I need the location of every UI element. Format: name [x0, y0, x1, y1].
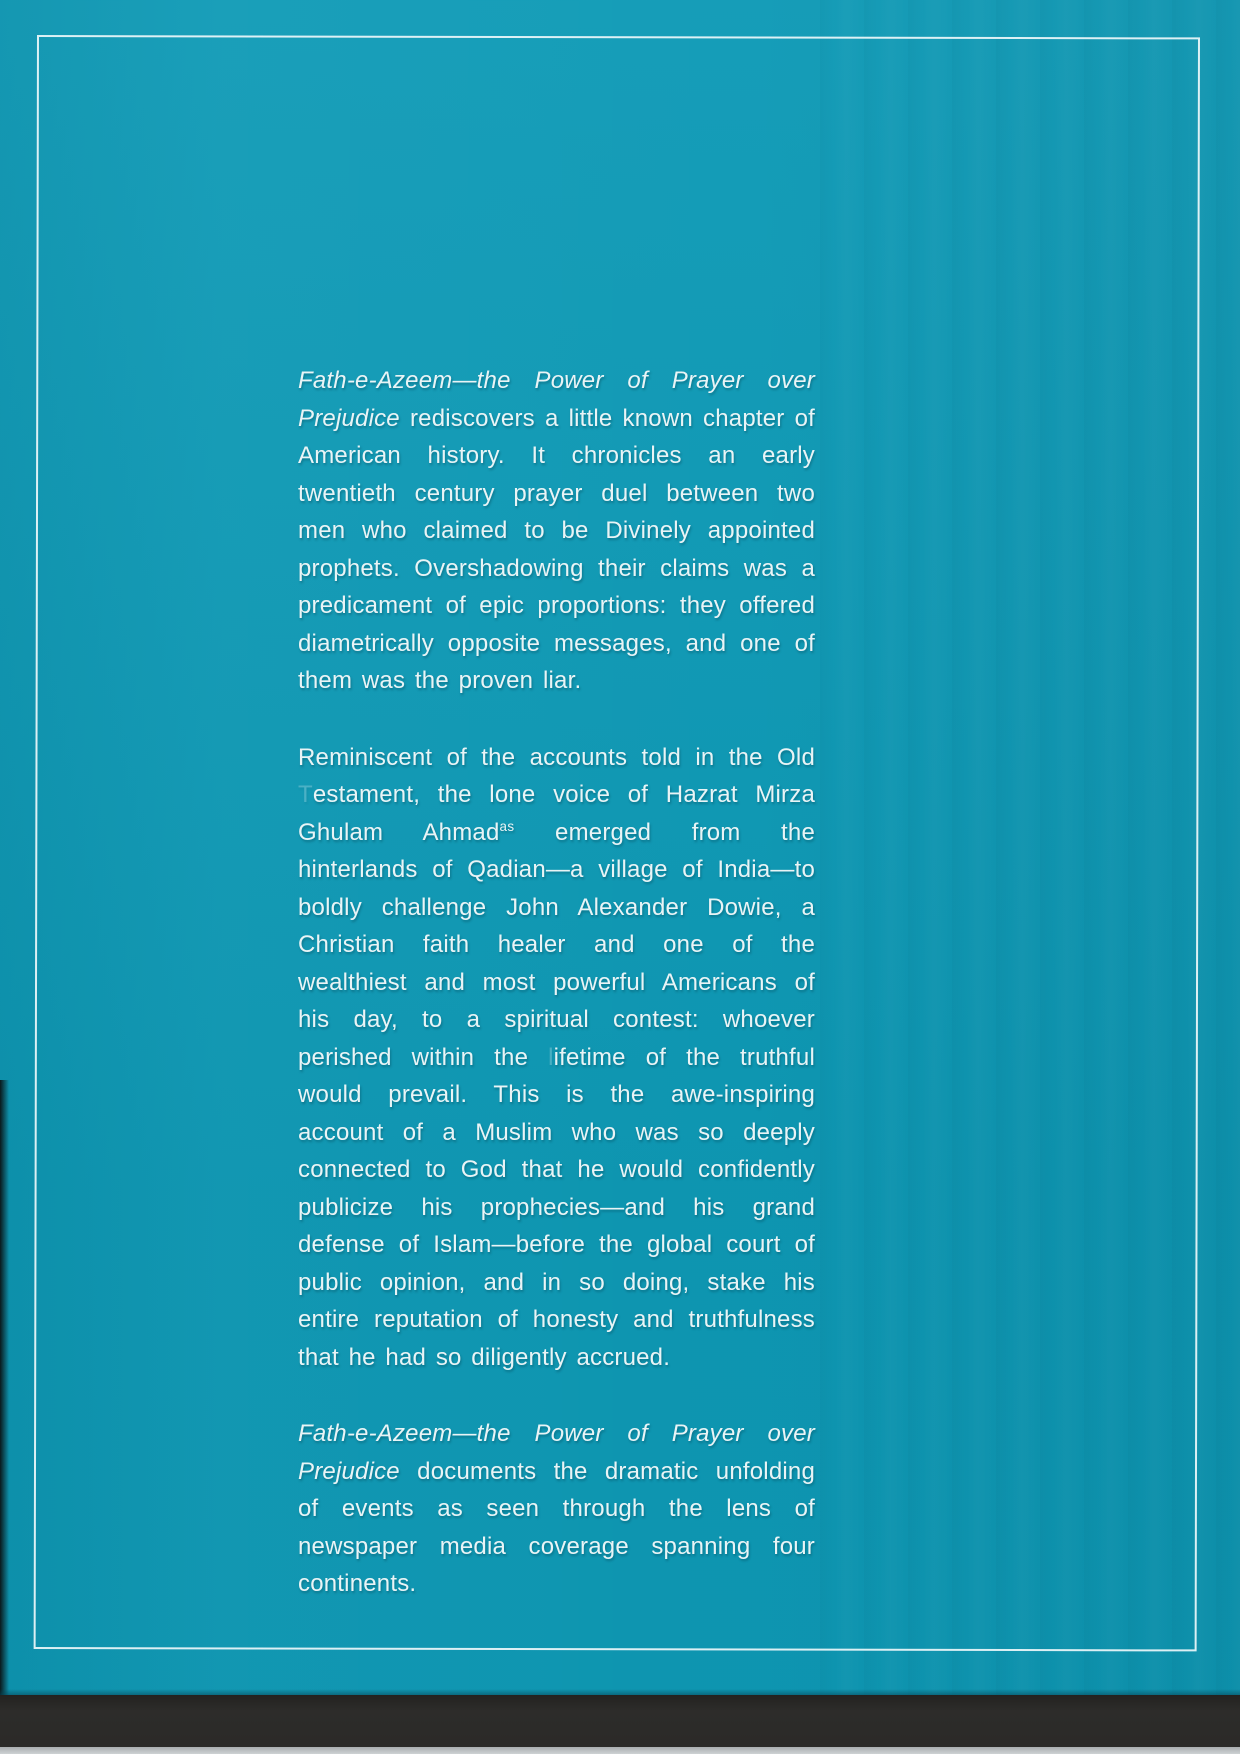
- blurb-segment-sup: as: [499, 818, 515, 834]
- blurb-paragraph: [298, 1415, 815, 1603]
- blurb-text-block: [298, 362, 815, 1642]
- book-bottom-edge: [0, 1695, 1240, 1747]
- blurb-segment-faded: l: [548, 1043, 554, 1071]
- blurb-paragraph: [298, 739, 815, 1377]
- page-left-edge-shadow: [0, 1080, 9, 1754]
- blurb-segment-faded: T: [298, 781, 313, 808]
- scanner-background-strip: [0, 1747, 1240, 1754]
- blurb-segment-normal: ifetime of the truthful would prevail. This is the awe-inspiring account of a Muslim who was so deeply connected to God that he would confidently publicize his prophecies—and his grand defense of Islam—before the global court of public opinion, and in so doing, stake his entire reputation of honesty and truthfulness that he had so diligently accrued.: [298, 1043, 815, 1371]
- blurb-segment-normal: Reminiscent of the accounts told in the Old: [298, 743, 815, 771]
- blurb-segment-normal: rediscovers a little known chapter of American history. It chronicles an early twentieth century prayer duel between two men who claimed to be Divinely appointed prophets. Overshadowing their claims was a predicament of epic proportions: they offered diametrically opposite messages, and one of them was the proven liar.: [298, 404, 815, 694]
- blurb-paragraph: [298, 362, 815, 700]
- blurb-segment-italic: Fath-e-Azeem—the Power of Prayer over Prejudice: [298, 367, 815, 432]
- blurb-segment-italic: Fath-e-Azeem—the Power of Prayer over Prejudice: [298, 1420, 815, 1485]
- blurb-segment-normal: estament, the lone voice of Hazrat Mirza Ghulam Ahmad: [298, 781, 815, 846]
- blurb-segment-normal: documents the dramatic unfolding of events as seen through the lens of newspaper media coverage spanning four continents.: [298, 1457, 815, 1597]
- blurb-segment-normal: emerged from the hinterlands of Qadian—a village of India—to boldly challenge John Alexander Dowie, a Christian faith healer and one of the wealthiest and most powerful Americans of his day, to a spiritual contest: whoever perished within the: [298, 818, 815, 1071]
